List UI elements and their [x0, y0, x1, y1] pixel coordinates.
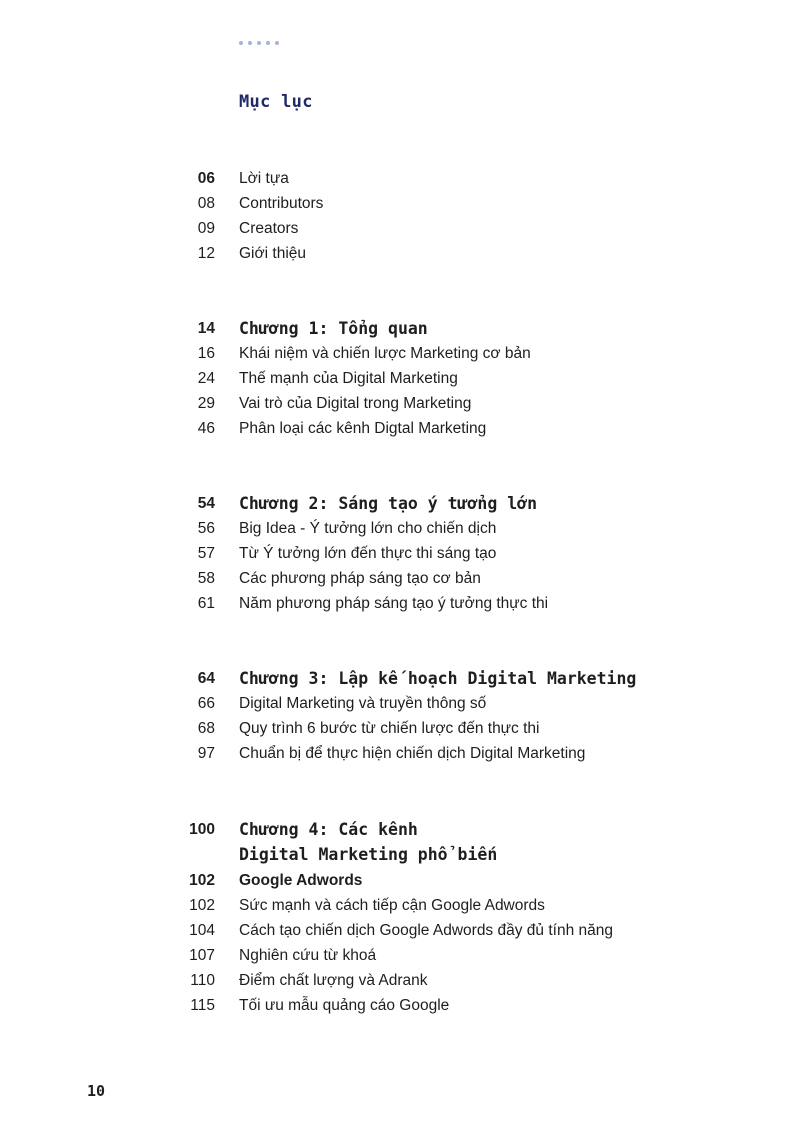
entry-title: Vai trò của Digital trong Marketing	[239, 395, 472, 412]
entry-page: 97	[197, 745, 215, 762]
toc-entry[interactable]	[0, 944, 800, 968]
toc-entry[interactable]	[0, 994, 800, 1018]
toc-entry[interactable]	[0, 392, 800, 416]
chapter-heading[interactable]	[0, 818, 800, 842]
entry-title: Các phương pháp sáng tạo cơ bản	[239, 570, 481, 587]
entry-page: 57	[197, 545, 215, 562]
chapter-page: 64	[197, 670, 215, 687]
chapter-heading[interactable]	[0, 667, 800, 691]
toc-entry[interactable]	[0, 567, 800, 591]
entry-title: Phân loại các kênh Digtal Marketing	[239, 420, 487, 437]
toc-entry[interactable]	[0, 242, 800, 266]
entry-page: 102	[189, 897, 215, 914]
entry-page: 06	[197, 170, 215, 187]
entry-page: 24	[197, 370, 215, 387]
entry-page: 09	[197, 220, 215, 237]
toc-section[interactable]	[0, 869, 800, 893]
toc-entry[interactable]	[0, 517, 800, 541]
chapter-page: 100	[189, 821, 215, 838]
entry-page: 104	[189, 922, 215, 939]
dot	[266, 41, 270, 45]
chapter-title: Chương 3: Lập kế hoạch Digital Marketing	[239, 669, 637, 688]
toc-entry[interactable]	[0, 969, 800, 993]
entry-page: 58	[197, 570, 215, 587]
entry-title: Từ Ý tưởng lớn đến thực thi sáng tạo	[239, 545, 497, 562]
chapter-heading-continued	[0, 843, 800, 867]
chapter-title: Chương 1: Tổng quan	[239, 319, 428, 338]
entry-title: Contributors	[239, 195, 324, 212]
toc-entry[interactable]	[0, 192, 800, 216]
entry-title: Tối ưu mẫu quảng cáo Google	[239, 997, 450, 1014]
entry-title: Sức mạnh và cách tiếp cận Google Adwords	[239, 897, 545, 914]
page-number: 10	[87, 1082, 106, 1100]
decorative-dots	[239, 41, 279, 45]
entry-page: 110	[190, 972, 215, 989]
entry-title: Điểm chất lượng và Adrank	[239, 972, 428, 989]
toc-entry[interactable]	[0, 592, 800, 616]
entry-title: Nghiên cứu từ khoá	[239, 947, 377, 964]
entry-page: 12	[197, 245, 215, 262]
entry-page: 56	[197, 520, 215, 537]
toc-entry[interactable]	[0, 342, 800, 366]
entry-page: 66	[197, 695, 215, 712]
toc-entry[interactable]	[0, 367, 800, 391]
toc-entry[interactable]	[0, 717, 800, 741]
entry-page: 16	[197, 345, 215, 362]
entry-title: Khái niệm và chiến lược Marketing cơ bản	[239, 345, 531, 362]
entry-title: Digital Marketing và truyền thông số	[239, 695, 487, 712]
dot	[275, 41, 279, 45]
chapter-page: 54	[197, 495, 215, 512]
chapter-page: 14	[197, 320, 215, 337]
entry-page: 107	[189, 947, 215, 964]
entry-page: 115	[190, 997, 215, 1014]
dot	[248, 41, 252, 45]
toc-heading: Mục lục	[239, 92, 313, 112]
chapter-heading[interactable]	[0, 317, 800, 341]
entry-page: 68	[197, 720, 215, 737]
entry-page: 61	[197, 595, 215, 612]
entry-title: Big Idea - Ý tưởng lớn cho chiến dịch	[239, 520, 497, 537]
toc-entry[interactable]	[0, 692, 800, 716]
entry-title: Chuẩn bị để thực hiện chiến dịch Digital Marketing	[239, 745, 586, 762]
toc-entry[interactable]	[0, 894, 800, 918]
dot	[239, 41, 243, 45]
entry-page: 08	[197, 195, 215, 212]
section-page: 102	[189, 872, 215, 889]
toc-entry[interactable]	[0, 417, 800, 441]
toc-entry[interactable]	[0, 919, 800, 943]
entry-title: Lời tựa	[239, 170, 289, 187]
entry-title: Quy trình 6 bước từ chiến lược đến thực thi	[239, 720, 540, 737]
chapter-heading[interactable]	[0, 492, 800, 516]
entry-title: Thế mạnh của Digital Marketing	[239, 370, 458, 387]
chapter-title: Chương 2: Sáng tạo ý tưởng lớn	[239, 494, 538, 513]
entry-title: Năm phương pháp sáng tạo ý tưởng thực thi	[239, 595, 549, 612]
entry-title: Giới thiệu	[239, 245, 307, 262]
entry-page: 46	[197, 420, 215, 437]
toc-entry[interactable]	[0, 217, 800, 241]
toc-entry[interactable]	[0, 167, 800, 191]
entry-page: 29	[197, 395, 215, 412]
chapter-title-line1: Chương 4: Các kênh	[239, 820, 418, 839]
chapter-title-line2: Digital Marketing phổ biến	[239, 845, 498, 864]
toc-entry[interactable]	[0, 542, 800, 566]
entry-title: Cách tạo chiến dịch Google Adwords đầy đủ tính năng	[239, 922, 613, 939]
toc-entry[interactable]	[0, 742, 800, 766]
entry-title: Creators	[239, 220, 299, 237]
section-title: Google Adwords	[239, 872, 363, 889]
dot	[257, 41, 261, 45]
